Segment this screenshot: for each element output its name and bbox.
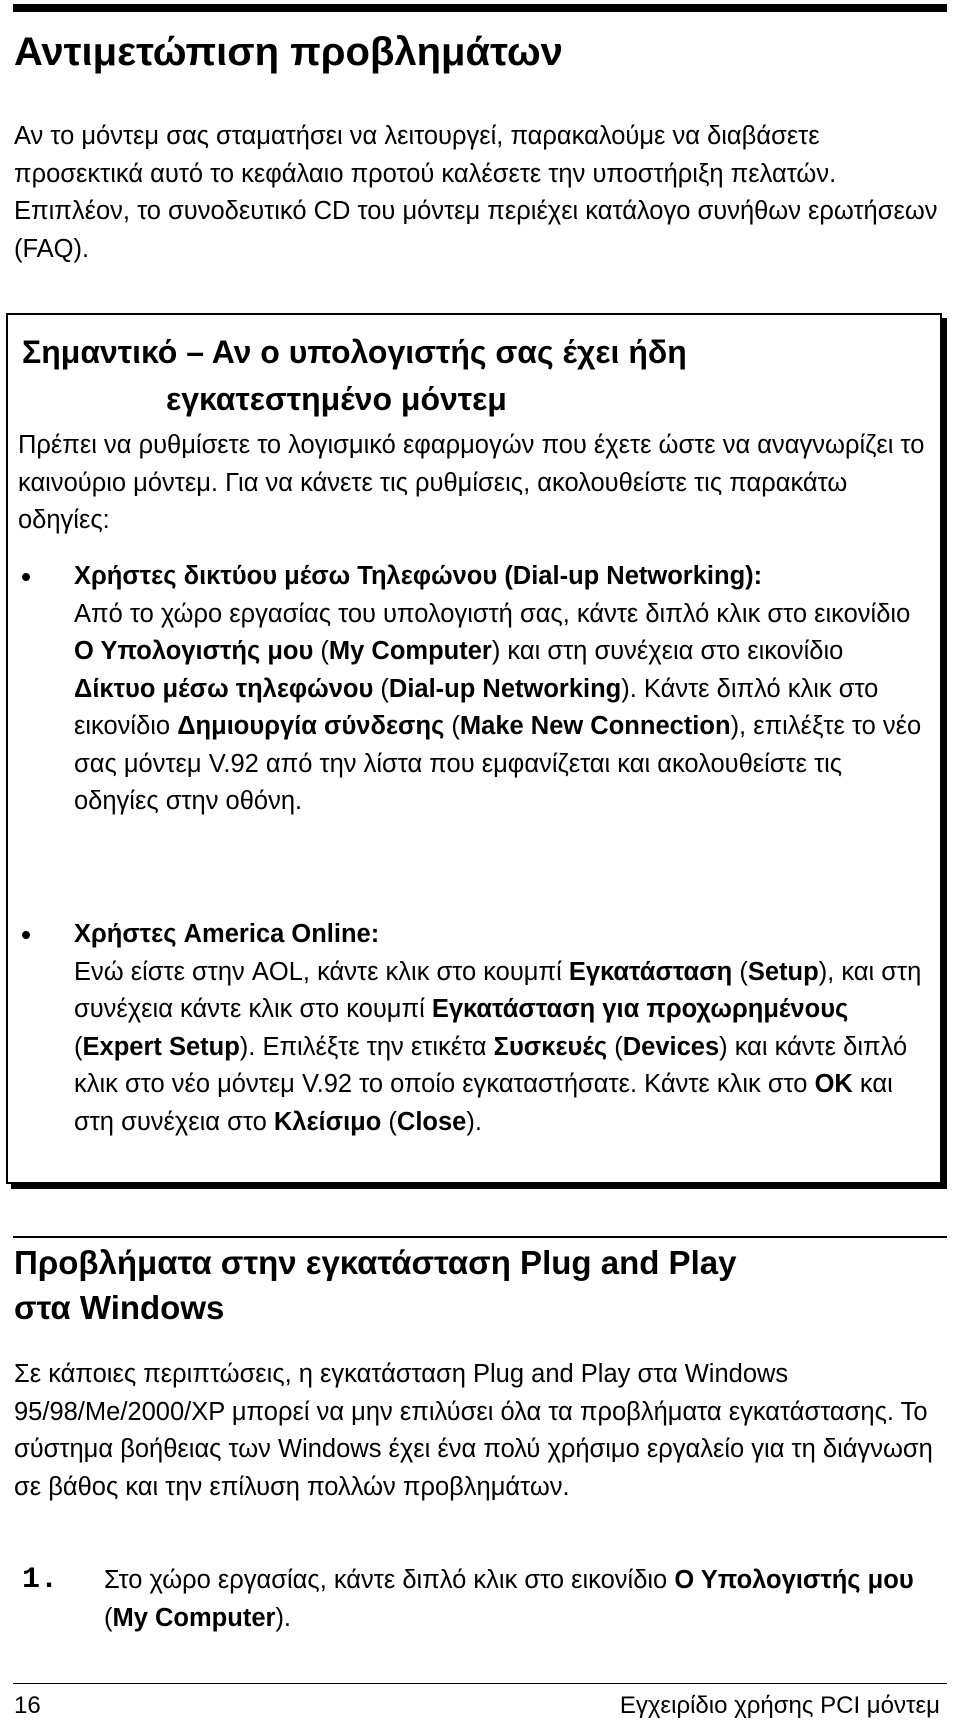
text-run: ( xyxy=(104,1603,113,1632)
section-rule xyxy=(13,1236,947,1238)
step-number: 1. xyxy=(22,1563,59,1597)
ui-term: OK xyxy=(814,1070,853,1098)
important-note-box xyxy=(6,313,942,1184)
footer-title: Εγχειρίδιο χρήσης PCI μόντεμ xyxy=(619,1692,940,1719)
pnp-heading-line-1: Προβλήματα στην εγκατάσταση Plug and Play xyxy=(14,1244,737,1281)
important-note-intro: Πρέπει να ρυθμίσετε το λογισμικό εφαρμογών που έχετε ώστε να αναγνωρίζει το καινούριο μόντεμ. Για να κάνετε τις ρυθμίσεις, ακολουθείστε τις παρακάτω οδηγίες: xyxy=(18,431,925,534)
text-run: ). Κάντε διπλό κλικ στο εικονίδιο xyxy=(74,674,879,740)
text-run: ) και κάντε διπλό κλικ στο νέο μόντεμ V.92 το οποίο εγκαταστήσατε. Κάντε κλικ στο xyxy=(74,1032,908,1098)
ui-term: Make New Connection xyxy=(459,712,731,740)
bullet-dialup-heading: Χρήστες δικτύου μέσω Τηλεφώνου (Dial-up Networking): xyxy=(74,562,763,590)
text-run: ( xyxy=(381,1107,397,1136)
bullet-dialup-body xyxy=(74,558,928,821)
bullet-america-online xyxy=(8,916,928,1141)
text-run: ), επιλέξτε το νέο σας μόντεμ V.92 από την λίστα που εμφανίζεται και ακολουθείστε τις οδηγίες στην οθόνη. xyxy=(74,712,922,815)
text-run: ). Επιλέξτε την ετικέτα xyxy=(239,1032,494,1061)
text-run: Στο χώρο εργασίας, κάντε διπλό κλικ στο εικονίδιο xyxy=(104,1566,675,1594)
text-run: ( xyxy=(444,712,460,740)
important-note-title xyxy=(22,329,862,423)
ui-term: Συσκευές xyxy=(493,1032,608,1061)
text-run: και στη συνέχεια στο xyxy=(74,1070,893,1136)
text-run: Από το χώρο εργασίας του υπολογιστή σας, κάντε διπλό κλικ στο εικονίδιο xyxy=(74,599,911,628)
intro-paragraph: Αν το μόντεμ σας σταματήσει να λειτουργεί, παρακαλούμε να διαβάσετε προσεκτικά αυτό το κεφάλαιο προτού καλέσετε την υποστήριξη πελατών. Επιπλέον, το συνοδευτικό CD του μόντεμ περιέχει κατάλογο συνήθων ερωτήσεων (FAQ). xyxy=(14,122,938,263)
text-run: ( xyxy=(732,957,748,986)
ui-term: Dial-up Networking xyxy=(388,674,622,703)
page-number: 16 xyxy=(14,1692,41,1719)
ui-term: Εγκατάσταση xyxy=(568,957,733,986)
pnp-paragraph: Σε κάποιες περιπτώσεις, η εγκατάσταση Plug and Play στα Windows 95/98/Me/2000/XP μπορεί να μην επιλύσει όλα τα προβλήματα εγκατάστασης. Το σύστημα βοήθειας των Windows έχει ένα πολύ χρήσιμο εργαλείο για τη διάγνωση σε βάθος και την επίλυση πολλών προβλημάτων. xyxy=(14,1360,933,1501)
text-run: Ενώ είστε στην AOL, κάντε κλικ στο κουμπί xyxy=(74,957,569,986)
bullet-dialup-networking xyxy=(8,558,928,821)
ui-term: Ο Υπολογιστής μου xyxy=(74,637,314,665)
page-title: Αντιμετώπιση προβλημάτων xyxy=(14,30,563,74)
ui-term: Κλείσιμο xyxy=(273,1107,382,1136)
ui-term: My Computer xyxy=(328,637,492,665)
ui-term: Ο Υπολογιστής μου xyxy=(674,1566,914,1594)
pnp-heading xyxy=(14,1240,940,1330)
text-run: ) και στη συνέχεια στο εικονίδιο xyxy=(491,637,844,665)
bullet-dot xyxy=(22,931,30,939)
ui-term: Εγκατάσταση για προχωρημένους xyxy=(431,995,849,1023)
ui-term: Setup xyxy=(747,957,819,986)
text-run: ), και στη συνέχεια κάντε κλικ στο κουμπί xyxy=(74,957,922,1023)
bullet-dot xyxy=(22,573,30,581)
text-run: ). xyxy=(466,1107,482,1136)
ui-term: Δημιουργία σύνδεσης xyxy=(177,712,445,740)
top-rule xyxy=(13,4,947,12)
ui-term: Devices xyxy=(622,1032,720,1061)
ui-term: My Computer xyxy=(112,1603,276,1632)
ui-term: Δίκτυο μέσω τηλεφώνου xyxy=(74,674,374,703)
bullet-aol-body xyxy=(74,916,928,1141)
ui-term: Expert Setup xyxy=(82,1032,240,1061)
ui-term: Close xyxy=(396,1107,467,1136)
text-run: ( xyxy=(74,1032,83,1061)
pnp-heading-line-2: στα Windows xyxy=(14,1289,225,1326)
important-title-line-1: Σημαντικό – Αν ο υπολογιστής σας έχει ήδη xyxy=(22,334,687,370)
step-1 xyxy=(14,1562,940,1637)
step-1-body xyxy=(104,1562,940,1637)
text-run: ( xyxy=(607,1032,623,1061)
text-run: ). xyxy=(275,1603,292,1632)
footer-rule xyxy=(13,1683,947,1684)
bullet-aol-heading: Χρήστες America Online: xyxy=(74,920,380,948)
text-run: ( xyxy=(313,637,329,665)
important-title-line-2: εγκατεστημένο μόντεμ xyxy=(166,381,507,417)
text-run: ( xyxy=(373,674,389,703)
